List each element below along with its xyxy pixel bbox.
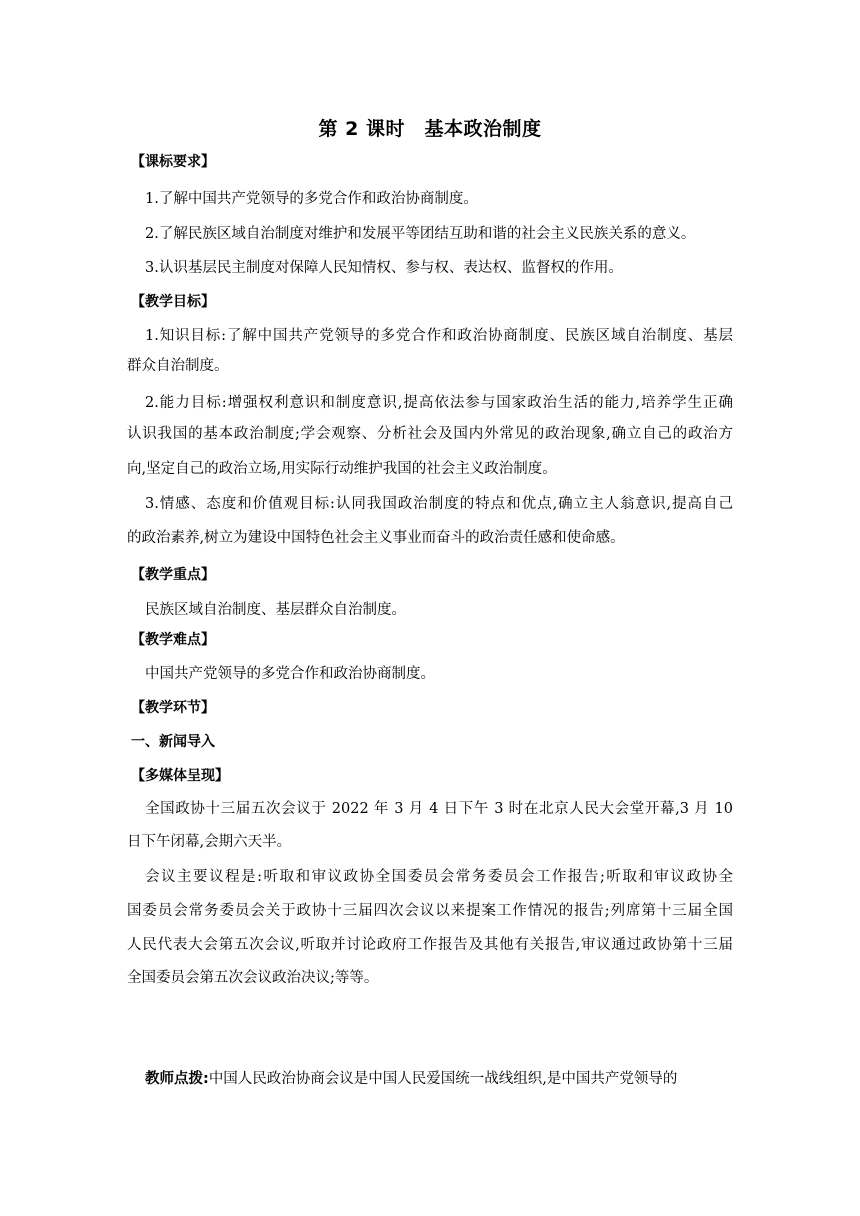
section-heading-media: 【多媒体呈现】 [131,768,229,784]
teacher-note [145,1069,733,1089]
section-heading-goals: 【教学目标】 [131,294,215,310]
page-title: 第 2 课时 基本政治制度 [318,118,542,140]
goal-2-line-2: 认识我国的基本政治制度;学会观察、分析社会及国内外常见的政治现象,确立自己的政治方 [127,426,733,442]
section-heading-keypoints: 【教学重点】 [131,567,215,583]
news-paragraph-1-line-1: 全国政协十三届五次会议于 2022 年 3 月 4 日下午 3 时在北京人民大会堂开幕,3 月 10 [145,801,733,817]
teacher-note-label: 教师点拨: [145,1071,209,1087]
requirement-2: 2.了解民族区域自治制度对维护和发展平等团结互助和谐的社会主义民族关系的意义。 [145,226,696,242]
difficulties-text: 中国共产党领导的多党合作和政治协商制度。 [145,666,435,682]
news-paragraph-2-line-2: 国委员会常务委员会关于政协十三届四次会议以来提案工作情况的报告;列席第十三届全国 [127,903,733,919]
requirement-1: 1.了解中国共产党领导的多党合作和政治协商制度。 [145,191,478,207]
section-heading-difficulties: 【教学难点】 [131,632,215,648]
news-paragraph-1-line-2: 日下午闭幕,会期六天半。 [127,834,292,850]
step-1-heading: 一、新闻导入 [131,734,215,750]
teacher-note-text: 中国人民政治协商会议是中国人民爱国统一战线组织,是中国共产党领导的 [208,1071,678,1087]
goal-3-line-1: 3.情感、态度和价值观目标:认同我国政治制度的特点和优点,确立主人翁意识,提高自己 [145,496,733,512]
section-heading-steps: 【教学环节】 [131,700,215,716]
goal-1-line-2: 群众自治制度。 [127,358,229,374]
section-heading-requirements: 【课标要求】 [131,154,215,170]
goal-1-line-1: 1.知识目标:了解中国共产党领导的多党合作和政治协商制度、民族区域自治制度、基层 [145,328,733,344]
keypoints-text: 民族区域自治制度、基层群众自治制度。 [145,602,406,618]
news-paragraph-2-line-4: 全国委员会第五次会议政治决议;等等。 [127,970,379,986]
news-paragraph-2-line-1: 会议主要议程是:听取和审议政协全国委员会常务委员会工作报告;听取和审议政协全 [145,869,733,885]
goal-2-line-1: 2.能力目标:增强权利意识和制度意识,提高依法参与国家政治生活的能力,培养学生正确 [145,395,733,411]
goal-3-line-2: 的政治素养,树立为建设中国特色社会主义事业而奋斗的政治责任感和使命感。 [127,530,625,546]
news-paragraph-2-line-3: 人民代表大会第五次会议,听取并讨论政府工作报告及其他有关报告,审议通过政协第十三届 [127,937,733,953]
requirement-3: 3.认识基层民主制度对保障人民知情权、参与权、表达权、监督权的作用。 [145,260,623,276]
goal-2-line-3: 向,坚定自己的政治立场,用实际行动维护我国的社会主义政治制度。 [127,461,557,477]
